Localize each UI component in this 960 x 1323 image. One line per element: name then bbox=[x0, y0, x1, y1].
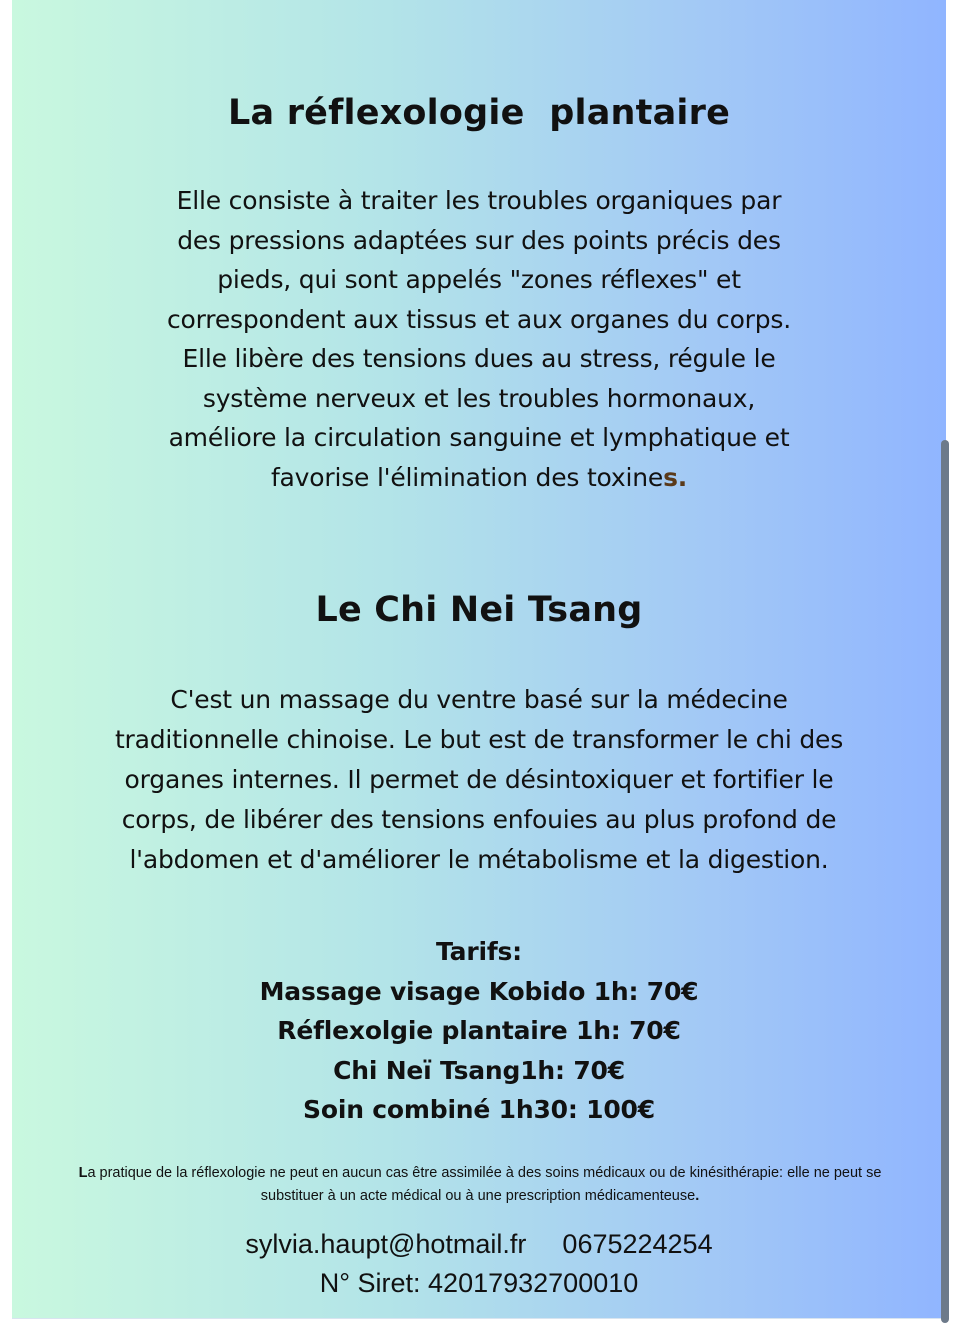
reflexologie-accent-end: s. bbox=[663, 462, 688, 492]
reflexologie-line: améliore la circulation sanguine et lymphatique et bbox=[168, 423, 790, 452]
page-canvas bbox=[12, 0, 946, 1319]
vertical-scrollbar[interactable] bbox=[941, 440, 949, 1323]
reflexologie-line: Elle consiste à traiter les troubles organiques par bbox=[176, 186, 782, 215]
chi-nei-tsang-line: traditionnelle chinoise. Le but est de transformer le chi des bbox=[114, 725, 844, 754]
chi-nei-tsang-line: C'est un massage du ventre basé sur la médecine bbox=[170, 685, 788, 714]
disclaimer-text: substituer à un acte médical ou à une prescription médicamenteuse bbox=[260, 1188, 696, 1204]
tarif-item: Chi Neï Tsang1h: 70€ bbox=[333, 1055, 625, 1085]
tarif-item: Réflexolgie plantaire 1h: 70€ bbox=[277, 1016, 681, 1045]
chi-nei-tsang-line: organes internes. Il permet de désintoxiquer et fortifier le bbox=[124, 765, 834, 794]
disclaimer bbox=[20, 1162, 940, 1208]
reflexologie-title: La réflexologie plantaire bbox=[227, 93, 731, 133]
reflexologie-description bbox=[127, 181, 831, 497]
siret-number: N° Siret: 42017932700010 bbox=[319, 1268, 639, 1298]
contact-line bbox=[12, 1224, 946, 1264]
tarifs-section bbox=[12, 932, 946, 1130]
disclaimer-period: . bbox=[695, 1188, 700, 1204]
disclaimer-line bbox=[20, 1162, 940, 1185]
chi-nei-tsang-description bbox=[22, 680, 936, 880]
reflexologie-line-text: favorise l'élimination des toxine bbox=[270, 462, 664, 492]
tarif-item: Soin combiné 1h30: 100€ bbox=[303, 1095, 655, 1124]
phone-link[interactable]: 0675224254 bbox=[562, 1229, 713, 1259]
disclaimer-line bbox=[20, 1185, 940, 1208]
tarifs-heading: Tarifs: bbox=[436, 937, 522, 966]
reflexologie-line: correspondent aux tissus et aux organes du corps. bbox=[167, 304, 791, 334]
reflexologie-line-last bbox=[127, 458, 831, 498]
tarif-item: Massage visage Kobido 1h: 70€ bbox=[259, 976, 699, 1006]
disclaimer-initial: L bbox=[78, 1165, 88, 1181]
reflexologie-line: des pressions adaptées sur des points précis des bbox=[177, 225, 781, 255]
reflexologie-line: Elle libère des tensions dues au stress, régule le bbox=[182, 344, 776, 373]
chi-nei-tsang-title: Le Chi Nei Tsang bbox=[315, 590, 643, 630]
email-link[interactable]: sylvia.haupt@hotmail.fr bbox=[245, 1229, 527, 1259]
disclaimer-text: a pratique de la réflexologie ne peut en aucun cas être assimilée à des soins médicaux ou de kinésithérapie: elle ne peut se bbox=[87, 1165, 882, 1181]
chi-nei-tsang-line: l'abdomen et d'améliorer le métabolisme et la digestion. bbox=[129, 845, 829, 874]
reflexologie-line: système nerveux et les troubles hormonaux, bbox=[202, 383, 756, 413]
chi-nei-tsang-line: corps, de libérer des tensions enfouies au plus profond de bbox=[121, 805, 837, 834]
reflexologie-line: pieds, qui sont appelés "zones réflexes" et bbox=[217, 265, 741, 294]
